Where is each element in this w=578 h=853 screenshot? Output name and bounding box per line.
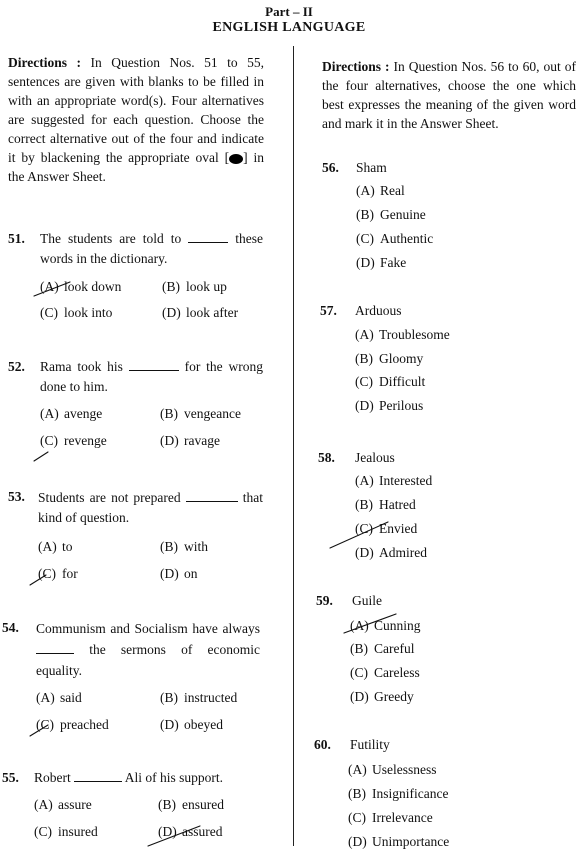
filled-oval-icon — [229, 154, 243, 164]
option-text: look into — [64, 305, 113, 320]
question-number: 60. — [314, 737, 331, 752]
directions-left — [8, 53, 264, 186]
option[interactable] — [350, 618, 421, 634]
question-stem — [40, 229, 263, 269]
directions-text: In Question Nos. 51 to 55, sentences are given with blanks to be filled in with an appropriate word(s). Four alternatives are suggested for each question. Choose the correct alternative out of the four and indicate it by blackening the appropriate oval [ — [8, 55, 264, 165]
option-text: Irrelevance — [372, 810, 433, 825]
option-text: Envied — [379, 521, 418, 536]
question-stem — [36, 618, 260, 681]
option-text: look down — [64, 279, 122, 294]
stem-part: Communism and Socialism have always — [36, 621, 260, 636]
stem-part: Ali of his support. — [124, 770, 224, 785]
option[interactable] — [356, 255, 406, 271]
option-label: (A) — [355, 473, 374, 488]
option[interactable] — [158, 824, 223, 840]
option[interactable] — [348, 810, 433, 826]
option-label: (A) — [40, 406, 59, 421]
option[interactable] — [348, 834, 449, 850]
question-number: 56. — [322, 160, 339, 175]
option-label: (B) — [160, 406, 178, 421]
option-label: (A) — [356, 183, 375, 198]
option-text: Interested — [379, 473, 433, 488]
option-text: avenge — [64, 406, 103, 421]
option[interactable] — [355, 497, 416, 513]
option-label: (A) — [40, 279, 59, 294]
option[interactable] — [355, 521, 417, 537]
option[interactable] — [38, 539, 73, 555]
question-number: 52. — [8, 359, 25, 374]
directions-label: Directions : — [322, 59, 390, 74]
option-label: (B) — [350, 641, 368, 656]
option[interactable] — [36, 717, 109, 733]
question-word: Guile — [352, 593, 382, 608]
stem-part: The students are told to — [40, 231, 182, 246]
option-label: (C) — [36, 717, 54, 732]
option-text: Troublesome — [379, 327, 450, 342]
stem-part: the sermons of economic equality. — [36, 642, 261, 678]
option-text: to — [62, 539, 73, 554]
option[interactable] — [162, 279, 227, 295]
option-label: (D) — [160, 717, 179, 732]
option-label: (A) — [350, 618, 369, 633]
option-label: (A) — [34, 797, 53, 812]
option-text: Uselessness — [372, 762, 437, 777]
directions-text-end: ] in the Answer Sheet. — [8, 150, 264, 184]
option-label: (D) — [356, 255, 375, 270]
answer-blank — [188, 230, 228, 243]
option-text: revenge — [64, 433, 107, 448]
tick-mark — [34, 452, 48, 461]
stem-part: Rama took his — [40, 359, 123, 374]
option[interactable] — [355, 351, 423, 367]
option-label: (B) — [162, 279, 180, 294]
option-text: Gloomy — [379, 351, 424, 366]
question-stem — [38, 488, 263, 528]
question-number: 57. — [320, 303, 337, 318]
option[interactable] — [160, 539, 208, 555]
option-label: (C) — [355, 374, 373, 389]
option-label: (D) — [348, 834, 367, 849]
option[interactable] — [160, 406, 241, 422]
option-text: vengeance — [184, 406, 241, 421]
option[interactable] — [160, 690, 237, 706]
answer-blank — [74, 769, 122, 782]
question-number: 55. — [2, 770, 19, 785]
option-label: (A) — [355, 327, 374, 342]
question-word: Jealous — [355, 450, 395, 465]
option-text: assured — [182, 824, 223, 839]
option[interactable] — [355, 327, 450, 343]
stem-part: Robert — [34, 770, 71, 785]
option[interactable] — [40, 406, 102, 422]
option-label: (B) — [160, 690, 178, 705]
option-label: (D) — [158, 824, 177, 839]
question-stem — [34, 768, 264, 788]
option-label: (A) — [36, 690, 55, 705]
option-label: (C) — [350, 665, 368, 680]
option[interactable] — [348, 762, 437, 778]
option-text: Genuine — [380, 207, 426, 222]
option-text: said — [60, 690, 82, 705]
option-label: (B) — [355, 497, 373, 512]
option-label: (C) — [356, 231, 374, 246]
option-text: ensured — [182, 797, 224, 812]
option-text: instructed — [184, 690, 238, 705]
option-label: (C) — [40, 305, 58, 320]
question-number: 51. — [8, 231, 25, 246]
option[interactable] — [34, 824, 98, 840]
option-label: (A) — [348, 762, 367, 777]
question-number: 53. — [8, 489, 25, 504]
question-stem — [40, 357, 263, 397]
option-text: Unimportance — [372, 834, 450, 849]
option-label: (B) — [355, 351, 373, 366]
option-text: ravage — [184, 433, 220, 448]
option[interactable] — [158, 797, 224, 813]
question-number: 58. — [318, 450, 335, 465]
question-word: Arduous — [355, 303, 402, 318]
question-number: 59. — [316, 593, 333, 608]
question-word: Futility — [350, 737, 390, 752]
answer-blank — [129, 358, 179, 371]
option[interactable] — [356, 207, 426, 223]
option[interactable] — [160, 566, 198, 582]
option-label: (C) — [34, 824, 52, 839]
option[interactable] — [356, 183, 405, 199]
directions-text: In Question Nos. 56 to 60, out of the four alternatives, choose the one which best expresses the meaning of the given word and mark it in the Answer Sheet. — [322, 59, 576, 131]
question-number: 54. — [2, 620, 19, 635]
option-text: Insignificance — [372, 786, 449, 801]
option-label: (B) — [356, 207, 374, 222]
directions-right — [322, 57, 576, 133]
option-text: for — [62, 566, 78, 581]
option-text: with — [184, 539, 209, 554]
option-text: Authentic — [380, 231, 434, 246]
option-text: Careful — [374, 641, 415, 656]
option[interactable] — [355, 545, 427, 561]
option-text: look up — [186, 279, 227, 294]
option-label: (D) — [160, 433, 179, 448]
option-label: (D) — [355, 398, 374, 413]
option[interactable] — [160, 433, 220, 449]
stem-part: that kind of question. — [38, 490, 264, 525]
option[interactable] — [40, 433, 107, 449]
part-label: Part – II — [265, 4, 313, 19]
option[interactable] — [350, 665, 420, 681]
option-label: (C) — [38, 566, 56, 581]
option[interactable] — [355, 374, 425, 390]
option-label: (B) — [160, 539, 178, 554]
option-text: Hatred — [379, 497, 416, 512]
option[interactable] — [38, 566, 78, 582]
option[interactable] — [355, 398, 423, 414]
option-text: Cunning — [374, 618, 421, 633]
option-label: (C) — [348, 810, 366, 825]
option-text: look after — [186, 305, 239, 320]
column-divider — [293, 46, 294, 846]
option-text: Greedy — [374, 689, 414, 704]
option-label: (D) — [355, 545, 374, 560]
option-label: (C) — [40, 433, 58, 448]
question-word: Sham — [356, 160, 387, 175]
option-text: on — [184, 566, 198, 581]
answer-blank — [186, 489, 238, 502]
option[interactable] — [36, 690, 82, 706]
option-text: obeyed — [184, 717, 223, 732]
option-label: (A) — [38, 539, 57, 554]
option[interactable] — [350, 641, 414, 657]
option-text: Admired — [379, 545, 427, 560]
stem-part: these words in the dictionary. — [40, 231, 264, 266]
option[interactable] — [348, 786, 448, 802]
option-text: Fake — [380, 255, 407, 270]
option[interactable] — [34, 797, 92, 813]
option-text: Real — [380, 183, 405, 198]
option[interactable] — [40, 305, 112, 321]
option[interactable] — [160, 717, 223, 733]
option[interactable] — [355, 473, 432, 489]
stem-part: Students are not prepared — [38, 490, 181, 505]
option-text: Perilous — [379, 398, 424, 413]
option[interactable] — [40, 279, 121, 295]
directions-label: Directions : — [8, 55, 81, 70]
answer-blank — [36, 641, 74, 654]
stem-part: for the wrong done to him. — [40, 359, 264, 394]
option[interactable] — [356, 231, 433, 247]
option-text: preached — [60, 717, 109, 732]
section-title: ENGLISH LANGUAGE — [212, 20, 366, 35]
option-label: (B) — [348, 786, 366, 801]
option-label: (D) — [350, 689, 369, 704]
option-text: Careless — [374, 665, 420, 680]
option-text: insured — [58, 824, 98, 839]
option[interactable] — [350, 689, 414, 705]
option-label: (D) — [162, 305, 181, 320]
option-label: (C) — [355, 521, 373, 536]
option-label: (D) — [160, 566, 179, 581]
option-label: (B) — [158, 797, 176, 812]
option-text: assure — [58, 797, 92, 812]
option[interactable] — [162, 305, 238, 321]
option-text: Difficult — [379, 374, 426, 389]
